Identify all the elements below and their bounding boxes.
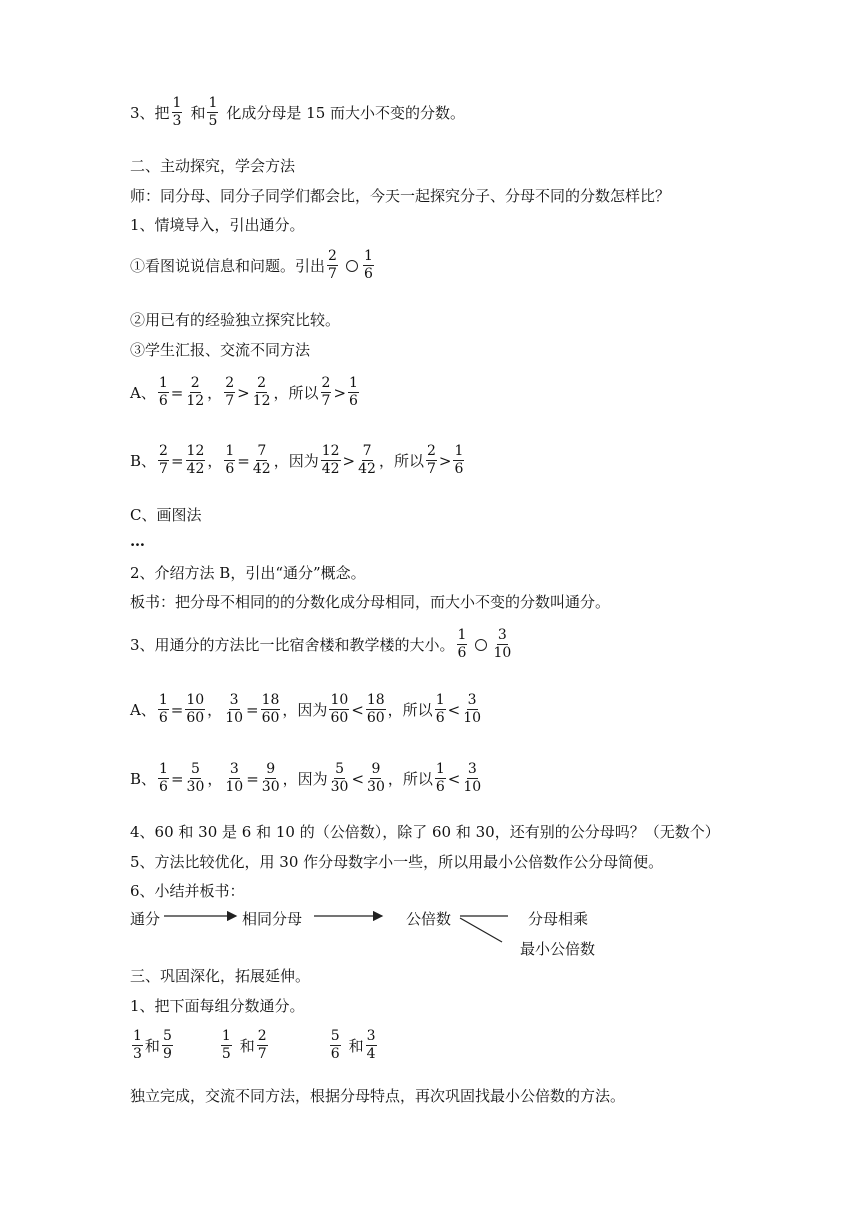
- equals: =: [246, 769, 259, 788]
- fraction: $\frac{3}{10}$: [463, 692, 482, 726]
- fraction: $\frac{3}{4}$: [366, 1028, 376, 1062]
- section-2-title: 二、主动探究，学会方法: [130, 157, 296, 175]
- step-2: 2、介绍方法 B，引出“通分”概念。: [130, 564, 366, 582]
- text: 3、把: [130, 104, 170, 122]
- equals: =: [170, 383, 184, 402]
- less-than: <: [447, 769, 461, 788]
- teacher-line: 师：同分母、同分子同学们都会比，今天一起探究分子、分母不同的分数怎样比？: [130, 187, 671, 205]
- and-text: 和: [144, 1037, 160, 1055]
- because-text: ，因为: [273, 452, 319, 470]
- less-than: <: [351, 700, 364, 719]
- equals: =: [237, 451, 250, 470]
- fraction: $\frac{1}{6}$: [454, 443, 464, 477]
- fraction: $\frac{1}{3}$: [133, 1028, 142, 1062]
- less-than: <: [351, 769, 365, 788]
- label: B、: [130, 452, 157, 470]
- step-1b: ②用已有的经验独立探究比较。: [130, 311, 341, 329]
- less-than: <: [447, 700, 461, 719]
- step-1a: [130, 248, 376, 283]
- fraction: $\frac{1}{6}$: [158, 375, 168, 409]
- equals: =: [170, 769, 184, 788]
- and-text: 和: [348, 1037, 364, 1055]
- fraction: $\frac{1}{5}$: [221, 1028, 231, 1062]
- ellipsis: …: [130, 532, 145, 550]
- fraction: $\frac{1}{6}$: [158, 692, 168, 726]
- fraction: $\frac{12}{42}$: [186, 443, 205, 477]
- section-3-title: 三、巩固深化，拓展延伸。: [130, 967, 311, 985]
- fraction: $\frac{5}{6}$: [330, 1028, 340, 1062]
- exercise-1-items: [130, 1028, 379, 1063]
- fraction: $\frac{2}{12}$: [186, 375, 205, 409]
- fraction: $\frac{3}{10}$: [493, 627, 512, 661]
- label: A、: [130, 701, 156, 719]
- step-3: [130, 627, 514, 662]
- step-4: 4、60 和 30 是 6 和 10 的（公倍数），除了 60 和 30，还有别的公分母吗？（无数个）: [130, 823, 720, 841]
- fraction: $\frac{1}{6}$: [349, 375, 358, 409]
- node-multiply-denominators: 分母相乘: [528, 910, 589, 928]
- fraction: $\frac{2}{7}$: [225, 375, 235, 409]
- fraction: $\frac{9}{30}$: [261, 761, 280, 795]
- node-lcm: 最小公倍数: [520, 940, 596, 958]
- fraction: $\frac{1}{6}$: [159, 761, 168, 795]
- so-text: ，所以: [387, 701, 433, 719]
- method-b: [130, 443, 466, 478]
- fraction: $\frac{1}{6}$: [225, 443, 235, 477]
- node-common-multiple: 公倍数: [406, 910, 452, 928]
- method-c: C、画图法: [130, 506, 202, 524]
- equals: =: [170, 451, 184, 470]
- fraction: $\frac{2}{7}$: [159, 443, 168, 477]
- text: 3、用通分的方法比一比宿舍楼和教学楼的大小。: [130, 636, 455, 654]
- fraction: $\frac{5}{30}$: [330, 761, 349, 795]
- concept-diagram: [130, 906, 650, 962]
- text: ①看图说说信息和问题。引出: [130, 257, 326, 275]
- greater-than: >: [333, 383, 347, 402]
- fraction: $\frac{5}{30}$: [186, 761, 205, 795]
- equals: =: [246, 700, 259, 719]
- fraction: $\frac{18}{60}$: [261, 692, 280, 726]
- compare-circle-icon: [346, 260, 358, 272]
- node-tongfen: 通分: [130, 910, 161, 928]
- fraction: $\frac{9}{30}$: [367, 761, 385, 795]
- fraction: $\frac{1}{6}$: [435, 692, 445, 726]
- fraction: $\frac{7}{42}$: [358, 443, 376, 477]
- so-text: ，所以: [273, 384, 319, 402]
- comma: ，: [207, 384, 223, 402]
- comma: ，: [207, 452, 223, 470]
- fraction: $\frac{2}{12}$: [252, 375, 271, 409]
- fraction: $\frac{5}{9}$: [162, 1028, 172, 1062]
- fraction-1-3: $\frac{1}{3}$: [172, 95, 182, 129]
- because-text: ，因为: [282, 701, 328, 719]
- so-text: ，所以: [378, 452, 424, 470]
- exercise-1: 1、把下面每组分数通分。: [130, 997, 305, 1015]
- method-a: [130, 375, 361, 410]
- step-6: 6、小结并板书：: [130, 882, 245, 900]
- text: 化成分母是 15 而大小不变的分数。: [226, 104, 466, 122]
- step-5: 5、方法比较优化，用 30 作分母数字小一些，所以用最小公倍数作公分母简便。: [130, 853, 664, 871]
- fraction: $\frac{3}{10}$: [463, 761, 482, 795]
- node-same-denominator: 相同分母: [242, 910, 303, 928]
- fraction: $\frac{1}{6}$: [457, 627, 467, 661]
- branch-lower: [460, 918, 502, 942]
- and-text: 和: [239, 1037, 255, 1055]
- text: 和: [190, 104, 206, 122]
- greater-than: >: [342, 451, 356, 470]
- fraction: $\frac{2}{7}$: [257, 1028, 267, 1062]
- fraction: $\frac{2}{7}$: [328, 248, 337, 282]
- label: B、: [130, 770, 157, 788]
- fraction-1-5: $\frac{1}{5}$: [208, 95, 218, 129]
- method-b-2: [130, 761, 484, 796]
- fraction: $\frac{10}{60}$: [330, 692, 349, 726]
- fraction: $\frac{1}{6}$: [435, 761, 445, 795]
- so-text: ，所以: [387, 770, 433, 788]
- fraction: $\frac{3}{10}$: [225, 761, 244, 795]
- intro-line-3: [130, 95, 465, 130]
- compare-circle-icon: [475, 639, 487, 651]
- fraction: $\frac{18}{60}$: [366, 692, 385, 726]
- equals: =: [170, 700, 184, 719]
- greater-than: >: [438, 451, 452, 470]
- label: A、: [130, 384, 156, 402]
- step-1: 1、情境导入，引出通分。: [130, 216, 305, 234]
- closing-line: 独立完成，交流不同方法，根据分母特点，再次巩固找最小公倍数的方法。: [130, 1087, 626, 1105]
- comma: ，: [207, 770, 223, 788]
- greater-than: >: [237, 383, 250, 402]
- fraction: $\frac{7}{42}$: [252, 443, 271, 477]
- fraction: $\frac{3}{10}$: [225, 692, 244, 726]
- fraction: $\frac{2}{7}$: [426, 443, 436, 477]
- fraction: $\frac{12}{42}$: [321, 443, 340, 477]
- board-definition: 板书：把分母不相同的的分数化成分母相同，而大小不变的分数叫通分。: [130, 593, 611, 611]
- fraction: $\frac{2}{7}$: [321, 375, 331, 409]
- step-1c: ③学生汇报、交流不同方法: [130, 341, 311, 359]
- comma: ，: [207, 701, 223, 719]
- method-a-2: [130, 692, 484, 727]
- fraction: $\frac{1}{6}$: [363, 248, 373, 282]
- fraction: $\frac{10}{60}$: [186, 692, 205, 726]
- because-text: ，因为: [282, 770, 328, 788]
